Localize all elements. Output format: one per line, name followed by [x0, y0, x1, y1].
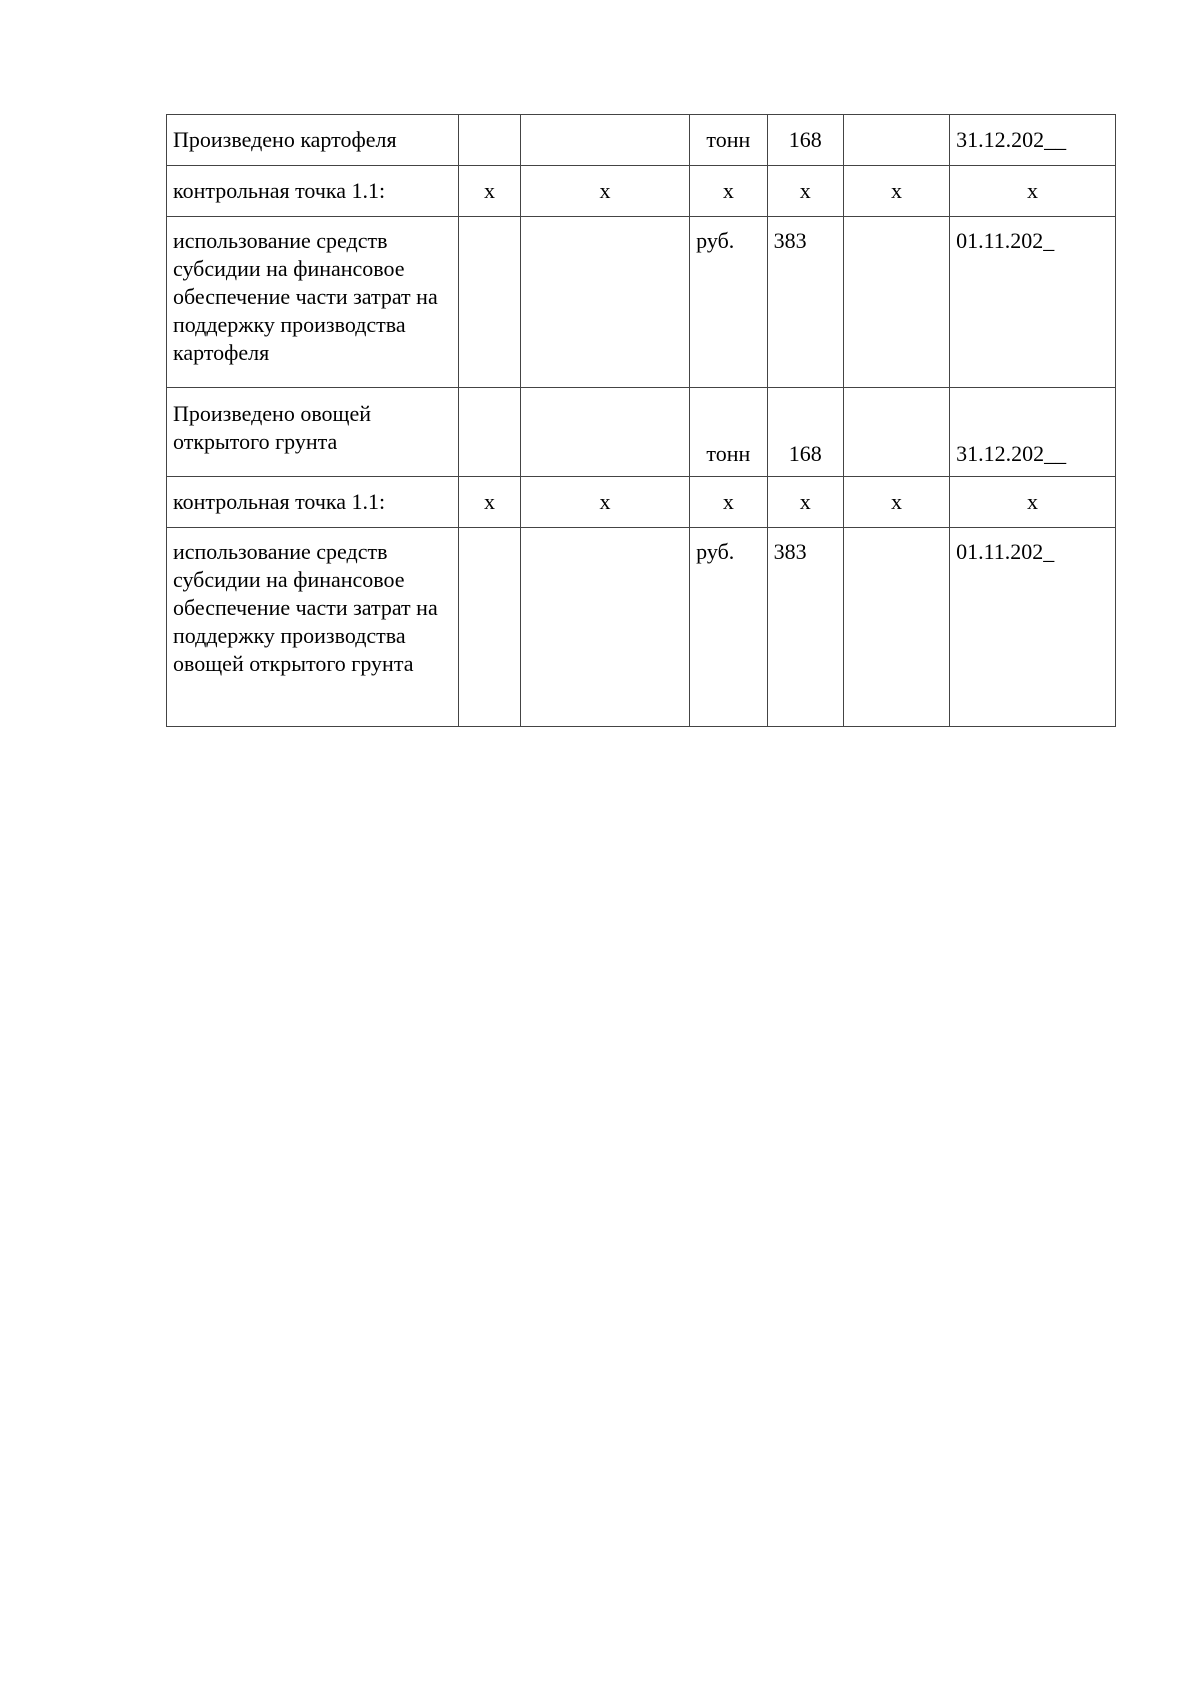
cell-col2 [459, 217, 521, 388]
row-name-cell: контрольная точка 1.1: [167, 477, 459, 528]
cell-col2 [459, 388, 521, 477]
cell-col6 [843, 115, 949, 166]
cell-value: 168 [767, 115, 843, 166]
cell-date: 01.11.202_ [950, 217, 1116, 388]
cell-value: x [767, 166, 843, 217]
cell-value: 383 [767, 528, 843, 727]
cell-col2: x [459, 477, 521, 528]
row-name-cell: использование средств субсидии на финансовое обеспечение части затрат на поддержку производства овощей открытого грунта [167, 528, 459, 727]
cell-unit: тонн [690, 388, 767, 477]
indicators-table [166, 114, 1116, 727]
cell-col2 [459, 115, 521, 166]
cell-col2 [459, 528, 521, 727]
row-name-cell: контрольная точка 1.1: [167, 166, 459, 217]
cell-unit: x [690, 166, 767, 217]
cell-value: 168 [767, 388, 843, 477]
row-name-cell: использование средств субсидии на финансовое обеспечение части затрат на поддержку производства картофеля [167, 217, 459, 388]
cell-col3 [520, 388, 689, 477]
cell-col2: x [459, 166, 521, 217]
table-row [167, 166, 1116, 217]
cell-col6: x [843, 166, 949, 217]
cell-date: 31.12.202__ [950, 388, 1116, 477]
table-row [167, 217, 1116, 388]
cell-col3 [520, 115, 689, 166]
cell-unit: тонн [690, 115, 767, 166]
row-name-cell: Произведено овощей открытого грунта [167, 388, 459, 477]
cell-col6 [843, 388, 949, 477]
cell-col3: x [520, 166, 689, 217]
table-row [167, 528, 1116, 727]
cell-date: 31.12.202__ [950, 115, 1116, 166]
cell-date: 01.11.202_ [950, 528, 1116, 727]
row-name-cell: Произведено картофеля [167, 115, 459, 166]
cell-value: x [767, 477, 843, 528]
table-row [167, 388, 1116, 477]
table-row [167, 477, 1116, 528]
cell-col3 [520, 217, 689, 388]
cell-unit: руб. [690, 217, 767, 388]
cell-col3 [520, 528, 689, 727]
cell-unit: руб. [690, 528, 767, 727]
cell-value: 383 [767, 217, 843, 388]
cell-date: x [950, 166, 1116, 217]
cell-unit: x [690, 477, 767, 528]
cell-col6 [843, 217, 949, 388]
cell-col6: x [843, 477, 949, 528]
table-row [167, 115, 1116, 166]
cell-col6 [843, 528, 949, 727]
cell-col3: x [520, 477, 689, 528]
cell-date: x [950, 477, 1116, 528]
